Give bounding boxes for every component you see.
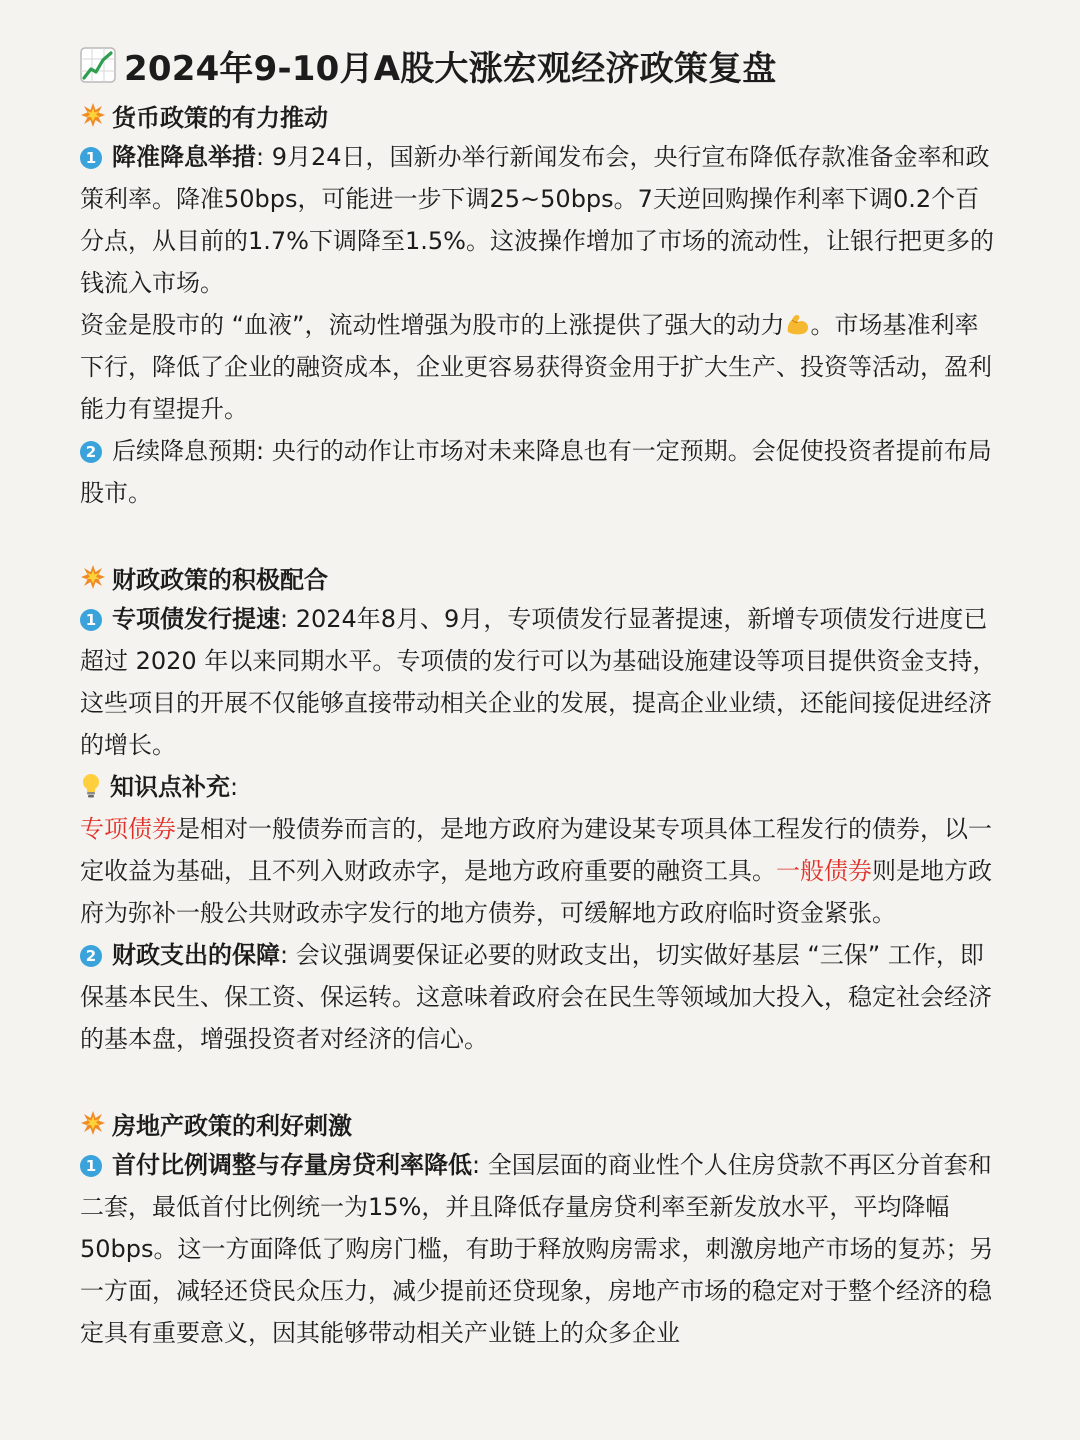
- tip-colon: :: [230, 773, 239, 801]
- list-item: [80, 598, 998, 766]
- number-badge-icon: 1: [80, 609, 102, 631]
- number-badge-icon: 2: [80, 441, 102, 463]
- tip-text: 则是地方政府为弥补一般公共财政赤字发行的地方债券，可缓解地方政府临时资金紧张。: [80, 857, 992, 927]
- tip-label: 知识点补充: [110, 773, 230, 801]
- highlight-term: 一般债券: [776, 857, 872, 885]
- page-title: [80, 40, 998, 90]
- section-heading-text: 房地产政策的利好刺激: [112, 1111, 352, 1140]
- collision-burst-icon: [80, 1110, 106, 1136]
- item-text: : 9月24日，国新办举行新闻发布会，央行宣布降低存款准备金率和政策利率。降准50bps，可能进一步下调25~50bps。7天逆回购操作利率下调0.2个百分点，从目前的1.7%下调降至1.5%。这波操作增加了市场的流动性，让银行把更多的钱流入市场。: [80, 143, 994, 297]
- number-badge-icon: 1: [80, 147, 102, 169]
- list-item: [80, 136, 998, 304]
- section-heading-text: 财政政策的积极配合: [112, 565, 328, 594]
- item-label: 降准降息举措: [112, 143, 256, 171]
- item-label: 专项债发行提速: [112, 605, 280, 633]
- paragraph: [80, 304, 998, 430]
- number-badge-icon: 1: [80, 1155, 102, 1177]
- section-heading-real-estate: [80, 1102, 998, 1144]
- collision-burst-icon: [80, 102, 106, 128]
- paragraph-text: 资金是股市的 “血液”，流动性增强为股市的上涨提供了强大的动力: [80, 311, 785, 339]
- item-text: : 全国层面的商业性个人住房贷款不再区分首套和二套，最低首付比例统一为15%，并且降低存量房贷利率至新发放水平，平均降幅50bps。这一方面降低了购房门槛，有助于释放购房需求，刺激房地产市场的复苏；另一方面，减轻还贷民众压力，减少提前还贷现象，房地产市场的稳定对于整个经济的稳定具有重要意义，因其能够带动相关产业链上的众多企业: [80, 1151, 994, 1347]
- section-heading-fiscal: [80, 556, 998, 598]
- collision-burst-icon: [80, 564, 106, 590]
- tip-paragraph: [80, 808, 998, 934]
- highlight-term: 专项债券: [80, 815, 176, 843]
- item-label: 财政支出的保障: [112, 941, 280, 969]
- tip-text: 是相对一般债券而言的，是地方政府为建设某专项具体工程发行的债券，以一定收益为基础，且不列入财政赤字，是地方政府重要的融资工具。: [80, 815, 992, 885]
- list-item: [80, 1144, 998, 1354]
- page-title-text: 2024年9-10月A股大涨宏观经济政策复盘: [124, 48, 777, 89]
- item-text: 后续降息预期: 央行的动作让市场对未来降息也有一定预期。会促使投资者提前布局股市。: [80, 437, 992, 507]
- tip-heading: [80, 766, 998, 808]
- light-bulb-icon: [80, 773, 102, 799]
- item-text: : 会议强调要保证必要的财政支出，切实做好基层 “三保” 工作，即保基本民生、保工资、保运转。这意味着政府会在民生等领域加大投入，稳定社会经济的基本盘，增强投资者对经济的信心。: [80, 941, 992, 1053]
- list-item: [80, 934, 998, 1060]
- list-item: [80, 430, 998, 514]
- flexed-biceps-icon: [785, 312, 811, 336]
- number-badge-icon: 2: [80, 945, 102, 967]
- item-text: : 2024年8月、9月，专项债发行显著提速，新增专项债发行进度已超过 2020 年以来同期水平。专项债的发行可以为基础设施建设等项目提供资金支持，这些项目的开展不仅能够直接带动相关企业的发展，提高企业业绩，还能间接促进经济的增长。: [80, 605, 997, 759]
- chart-increasing-icon: [80, 47, 116, 83]
- item-label: 首付比例调整与存量房贷利率降低: [112, 1151, 472, 1179]
- section-heading-text: 货币政策的有力推动: [112, 103, 328, 132]
- paragraph-text: 。市场基准利率下行，降低了企业的融资成本，企业更容易获得资金用于扩大生产、投资等活动，盈利能力有望提升。: [80, 311, 992, 423]
- section-heading-monetary: [80, 94, 998, 136]
